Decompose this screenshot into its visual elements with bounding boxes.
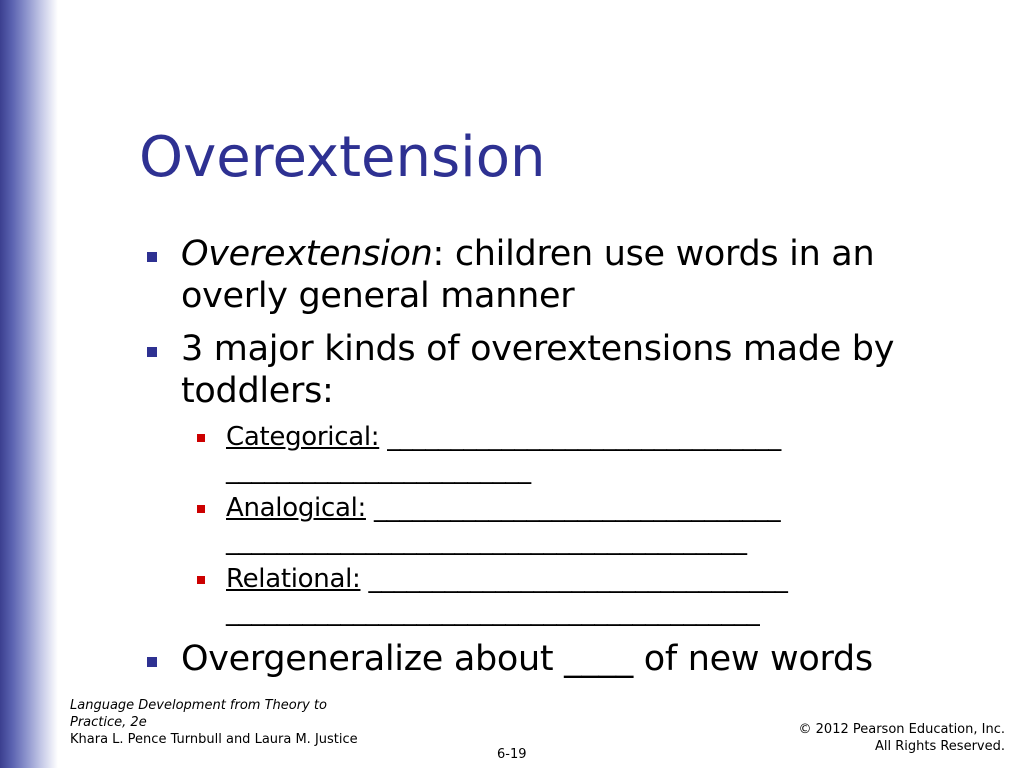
sub-bullet-categorical-line-1 xyxy=(226,421,781,453)
sub-bullet-relational-blank-1: _________________________________ xyxy=(368,564,788,594)
bullet-square-icon xyxy=(147,657,157,667)
sub-bullet-relational-blank-2: __________________________________________ xyxy=(226,597,760,627)
sub-bullet-analogical-line-1 xyxy=(226,492,780,524)
sub-bullet-relational-line-1 xyxy=(226,563,788,595)
sub-bullet-square-icon xyxy=(197,434,205,442)
bullet-square-icon xyxy=(147,252,157,262)
sub-bullet-square-icon xyxy=(197,576,205,584)
slide-title: Overextension xyxy=(139,125,546,190)
footer-book-title-line-2: Practice, 2e xyxy=(70,715,147,730)
bullet-square-icon xyxy=(147,347,157,357)
sub-bullet-analogical-blank-1: ________________________________ xyxy=(373,493,781,523)
footer-copyright xyxy=(799,721,1005,755)
footer-authors: Khara L. Pence Turnbull and Laura M. Justice xyxy=(70,732,358,747)
sub-bullet-square-icon xyxy=(197,505,205,513)
bullet-1-term: Overextension xyxy=(181,234,433,274)
footer-book-title-line-1: Language Development from Theory to xyxy=(70,698,327,713)
sub-bullet-categorical-blank-1: _______________________________ xyxy=(387,422,781,452)
page-number: 6-19 xyxy=(497,747,527,762)
bullet-2-line-1: 3 major kinds of overextensions made by xyxy=(181,329,895,369)
sub-bullet-analogical-blank-2: _________________________________________ xyxy=(226,526,747,556)
sub-bullet-categorical-blank-2: ________________________ xyxy=(226,455,531,485)
sub-bullet-relational-label: Relational: xyxy=(226,564,361,594)
sub-bullet-categorical-label: Categorical: xyxy=(226,422,380,452)
bullet-1-text: : children use words in an xyxy=(432,234,875,274)
bullet-1-line-2: overly general manner xyxy=(181,276,575,316)
sub-bullet-analogical-label: Analogical: xyxy=(226,493,366,523)
footer-book-info xyxy=(70,697,358,748)
bullet-1-line-1 xyxy=(181,233,874,275)
footer-rights-line: All Rights Reserved. xyxy=(874,739,1005,754)
bullet-3-line-1: Overgeneralize about ____ of new words xyxy=(181,639,873,679)
bullet-2-line-2: toddlers: xyxy=(181,371,334,411)
footer-copyright-line: © 2012 Pearson Education, Inc. xyxy=(798,722,1005,737)
